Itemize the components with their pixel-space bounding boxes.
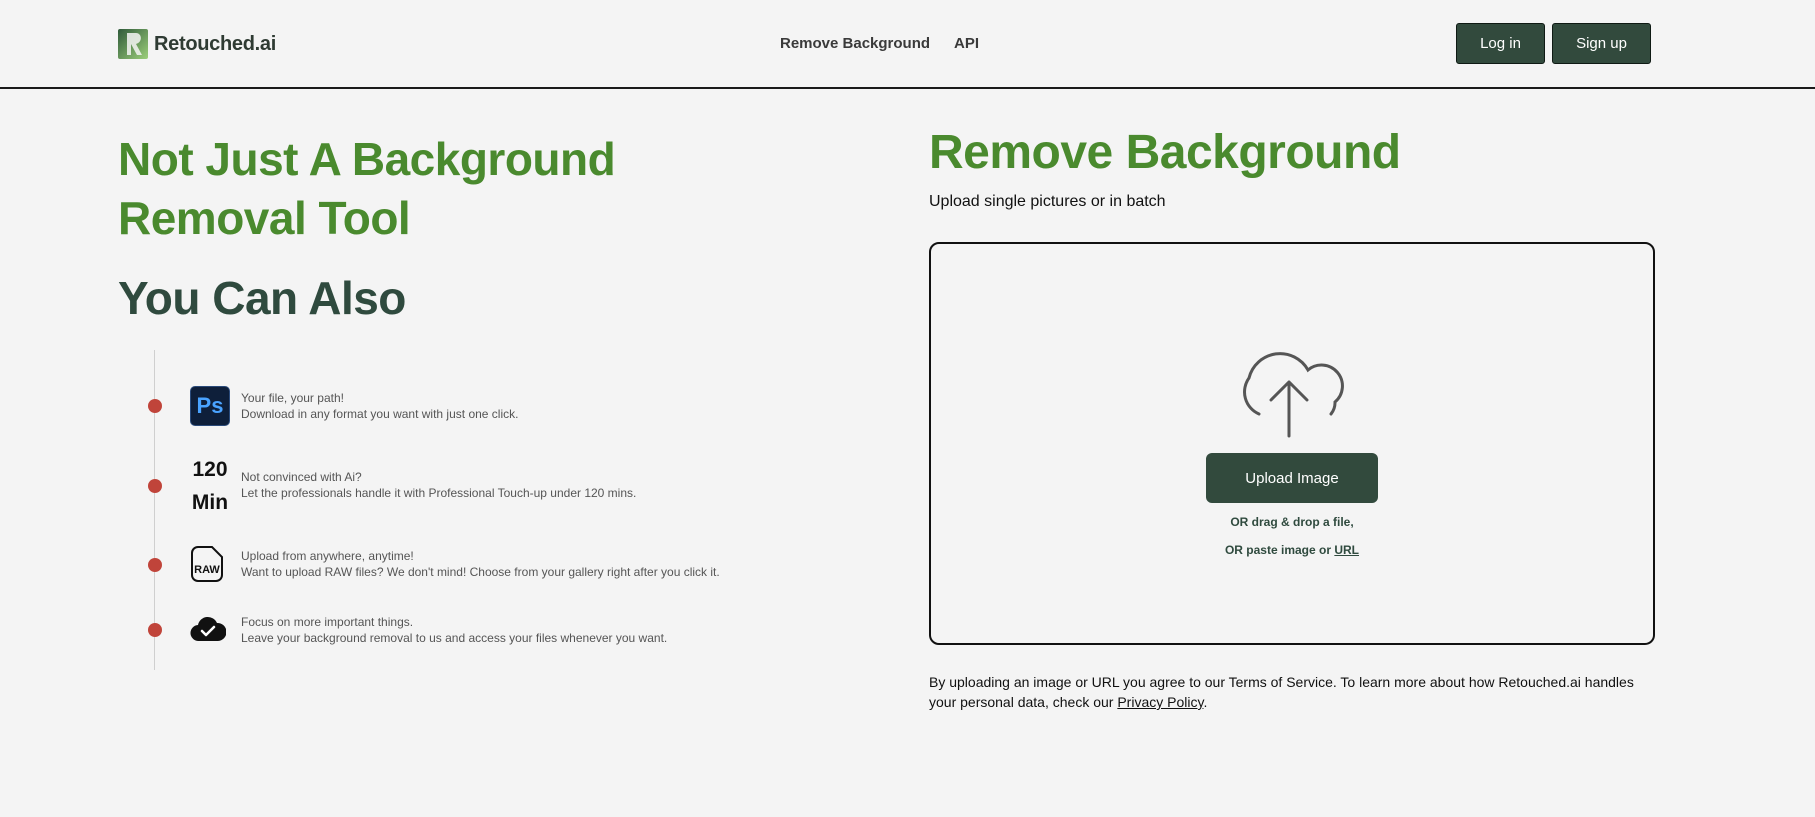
feature-title: Not convinced with Ai? (241, 470, 362, 484)
brand-name: Retouched.ai (154, 32, 276, 55)
terms-text: By uploading an image or URL you agree to our Terms of Service. To learn more about how Retouched.ai handles your personal data, check our (929, 674, 1634, 710)
hero-title: Not Just A Background Removal Tool (118, 133, 616, 244)
retouched-logo-icon (118, 29, 148, 59)
timeline-line (154, 350, 155, 670)
raw-file-label: RAW (194, 564, 220, 576)
feature-title: Upload from anywhere, anytime! (241, 549, 414, 563)
timer-120-min-icon (190, 453, 230, 519)
uploader-subtitle: Upload single pictures or in batch (929, 193, 1166, 210)
cloud-check-icon (190, 615, 226, 643)
terms-end: . (1203, 694, 1208, 710)
privacy-policy-link[interactable]: Privacy Policy (1117, 694, 1204, 710)
timeline-dot (148, 558, 162, 572)
upload-dropzone[interactable] (929, 242, 1655, 645)
url-link[interactable]: URL (1334, 543, 1360, 557)
photoshop-icon: Ps (190, 386, 230, 426)
nav-api[interactable]: API (954, 35, 980, 52)
timeline-dot (148, 623, 162, 637)
uploader-title: Remove Background (929, 126, 1401, 179)
timeline-dot (148, 399, 162, 413)
drag-drop-hint: OR drag & drop a file, (1230, 515, 1354, 529)
upload-image-button[interactable]: Upload Image (1206, 453, 1378, 503)
feature-title: Focus on more important things. (241, 615, 414, 629)
timer-value: 120 (192, 458, 228, 481)
login-button[interactable]: Log in (1456, 23, 1545, 64)
hero-subtitle: You Can Also (118, 272, 406, 324)
top-header (0, 0, 1815, 89)
raw-file-icon (190, 545, 226, 583)
feature-description: Want to upload RAW files? We don't mind! Choose from your gallery right after you click it. (241, 565, 720, 579)
nav-remove-background[interactable]: Remove Background (780, 35, 931, 52)
cloud-upload-icon (1235, 344, 1345, 439)
signup-button[interactable]: Sign up (1552, 23, 1651, 64)
feature-description: Leave your background removal to us and access your files whenever you want. (241, 631, 668, 645)
paste-hint-text: OR paste image or (1224, 543, 1331, 557)
timer-unit: Min (191, 491, 229, 514)
paste-hint (931, 543, 1653, 557)
timeline-dot (148, 479, 162, 493)
brand-logo[interactable] (118, 29, 276, 59)
terms-notice (929, 672, 1664, 712)
feature-description: Download in any format you want with just one click. (241, 407, 519, 421)
feature-description: Let the professionals handle it with Professional Touch-up under 120 mins. (241, 486, 637, 500)
main-nav (780, 35, 979, 52)
feature-title: Your file, your path! (241, 391, 344, 405)
